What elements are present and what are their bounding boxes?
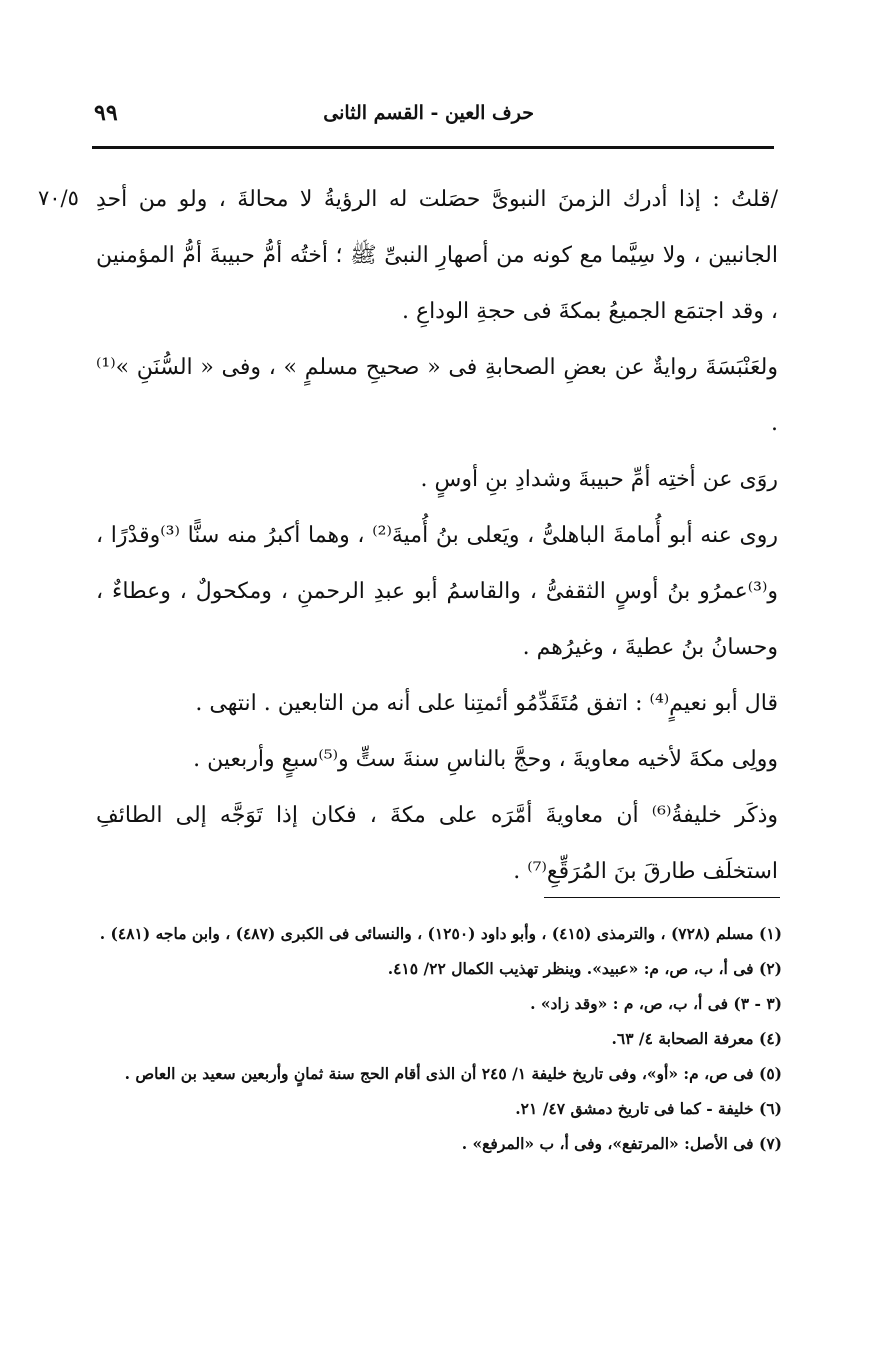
footnote: (٥) فى ص، م: «أو»، وفى تاريخ خليفة ١/ ٢٤٥ أن الذى أقام الحج سنة ثمانٍ وأربعين سعيد بن العاص . xyxy=(124,1064,782,1083)
footnote-separator xyxy=(544,897,780,898)
running-header xyxy=(92,100,774,140)
footnote: (٦) خليفة - كما فى تاريخ دمشق ٤٧/ ٢١. xyxy=(515,1099,782,1118)
footnote: (١) مسلم (٧٢٨) ، والترمذى (٤١٥) ، وأبو داود (١٢٥٠) ، والنسائى فى الكبرى (٤٨٧) ، وابن ماجه (٤٨١) . xyxy=(99,924,782,943)
footnote: (٤) معرفة الصحابة ٤/ ٦٣. xyxy=(611,1029,782,1048)
footnote: (٧) فى الأصل: «المرتفع»، وفى أ، ب «المرفع» . xyxy=(461,1134,782,1153)
paragraph: روى عنه أبو أُمامةَ الباهلىُّ ، ويَعلى بنُ أُميةَ⁽²⁾ ، وهما أكبرُ منه سنًّا ⁽³⁾وقدْرًا ، و⁽³⁾عمرُو بنُ أوسٍ الثقفىُّ ، والقاسمُ أبو عبدِ الرحمنِ ، ومكحولٌ ، وعطاءٌ ، وحسانُ بنُ عطيةَ ، وغيرُهم . xyxy=(96,523,779,660)
footnote: (٣ - ٣) فى أ، ب، ص، م : «وقد زاد» . xyxy=(530,994,782,1013)
paragraph: /قلتُ : إذا أدرك الزمنَ النبوىَّ حصَلت له الرؤيةُ لا محالةَ ، ولو من أحدِ الجانبين ، ولا سِيَّما مع كونه من أصهارِ النبىِّ ﷺ ؛ أختُه أمُّ حبيبةَ أمُّ المؤمنين ، وقد اجتمَع الجميعُ بمكةَ فى حجةِ الوداعِ . xyxy=(96,187,778,324)
paragraph: وولِى مكةَ لأخيه معاويةَ ، وحجَّ بالناسِ سنةَ ستٍّ و⁽⁵⁾سبعٍ وأربعين . xyxy=(193,747,778,772)
footnote: (٢) فى أ، ب، ص، م: «عبيد». وينظر تهذيب الكمال ٢٢/ ٤١٥. xyxy=(387,959,782,978)
main-text xyxy=(96,172,778,900)
header-title: حرف العين - القسم الثانى xyxy=(323,102,534,124)
paragraph: وذكَر خليفةُ⁽⁶⁾ أن معاويةَ أمَّرَه على مكةَ ، فكان إذا تَوَجَّه إلى الطائفِ استخلَف طارقَ بنَ المُرَقِّعِ⁽⁷⁾ . xyxy=(96,803,778,884)
paragraph: ولعَنْبَسَةَ روايةٌ عن بعضِ الصحابةِ فى « صحيحِ مسلمٍ » ، وفى « السُّنَنِ »⁽¹⁾ . xyxy=(96,355,778,436)
footnotes xyxy=(98,916,782,1161)
margin-folio-note: ٧٠/٥ xyxy=(38,186,79,210)
paragraph: قال أبو نعيمٍ⁽⁴⁾ : اتفق مُتَقَدِّمُو أئمتِنا على أنه من التابعين . انتهى . xyxy=(195,691,778,716)
page-number: ٩٩ xyxy=(94,100,118,126)
paragraph: روَى عن أختِه أمِّ حبيبةَ وشدادِ بنِ أوسٍ . xyxy=(420,467,778,492)
header-rule xyxy=(92,146,774,149)
